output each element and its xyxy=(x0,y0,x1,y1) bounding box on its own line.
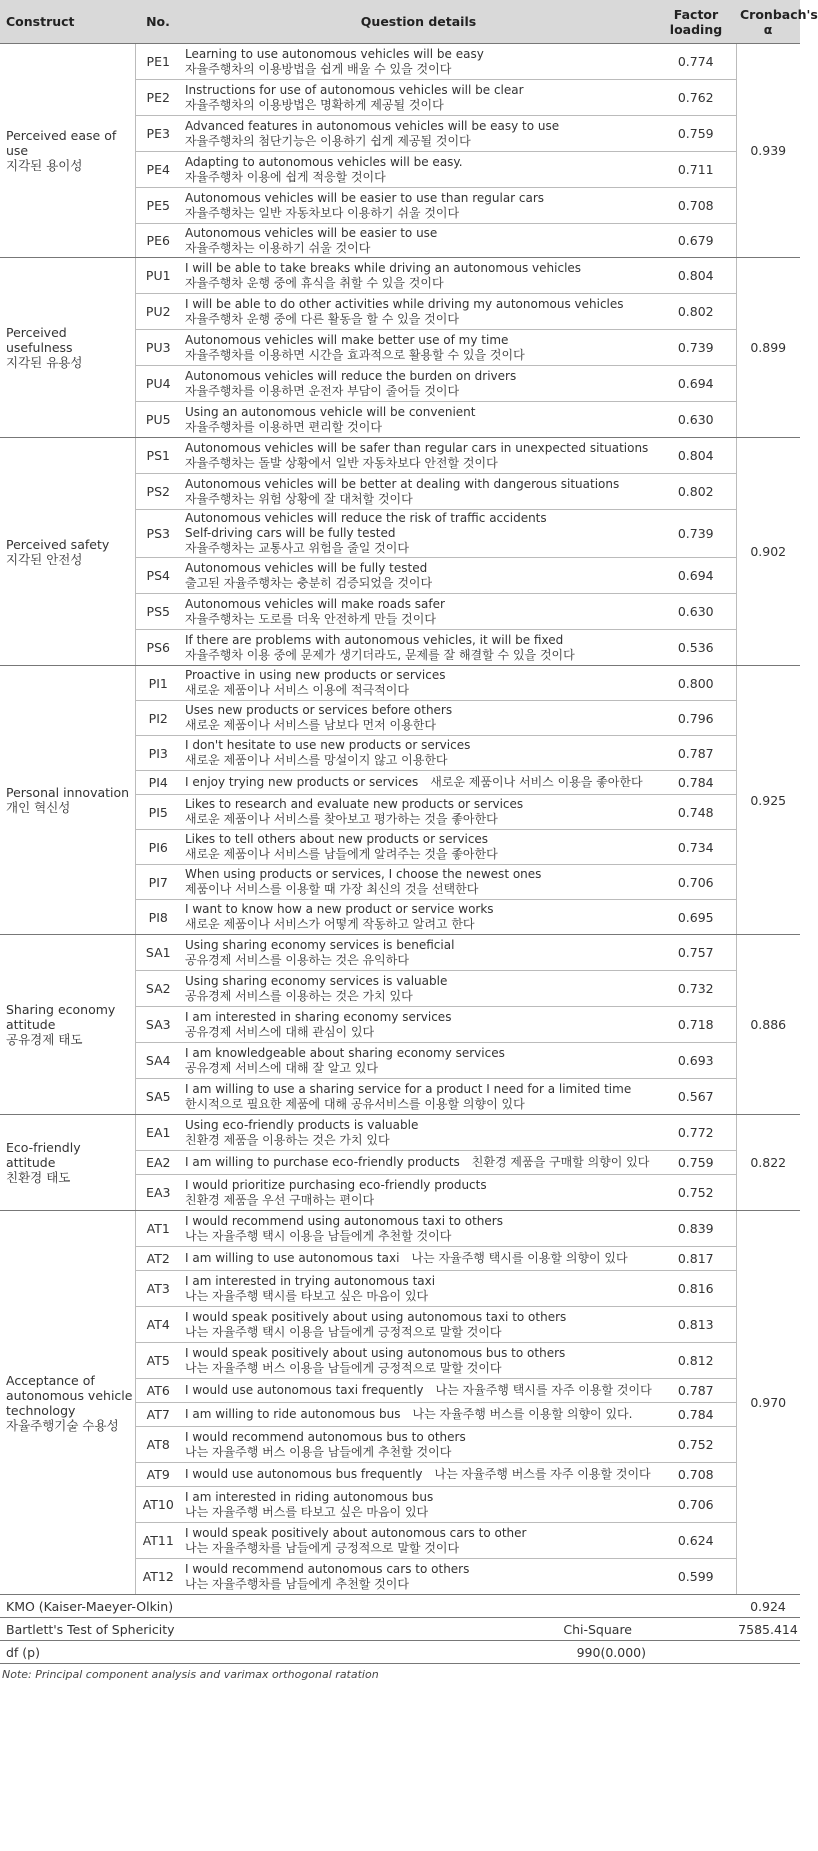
question-ko: 자율주행차는 일반 자동차보다 이용하기 쉬울 것이다 xyxy=(185,205,460,220)
factor-loading: 0.757 xyxy=(656,935,736,971)
item-code: PE6 xyxy=(135,224,181,258)
header-no: No. xyxy=(135,0,181,44)
question-ko: 자율주행차 운행 중에 다른 활동을 할 수 있을 것이다 xyxy=(185,311,459,326)
question-en: Using an autonomous vehicle will be convenient xyxy=(185,404,476,419)
question-detail xyxy=(181,402,656,438)
item-code: PI1 xyxy=(135,666,181,701)
construct-name-ko: 지각된 안전성 xyxy=(6,551,83,567)
construct-cell xyxy=(0,258,135,438)
table-row xyxy=(0,935,800,971)
question-ko: 새로운 제품이나 서비스 이용을 좋아한다 xyxy=(430,775,643,789)
construct-name-ko: 친환경 태도 xyxy=(6,1170,71,1185)
question-ko: 자율주행차는 교통사고 위험을 줄일 것이다 xyxy=(185,541,409,555)
question-detail xyxy=(181,294,656,330)
factor-loading: 0.739 xyxy=(656,510,736,558)
factor-loading: 0.784 xyxy=(656,1403,736,1427)
item-code: PI8 xyxy=(135,900,181,935)
question-en: I enjoy trying new products or services xyxy=(185,775,419,789)
question-ko: 자율주행차를 이용하면 편리할 것이다 xyxy=(185,419,382,434)
construct-name-ko: 지각된 용이성 xyxy=(6,158,83,173)
factor-loading: 0.813 xyxy=(656,1307,736,1343)
construct-name: Personal innovation xyxy=(6,785,130,800)
factor-loading: 0.706 xyxy=(656,865,736,900)
item-code: SA5 xyxy=(135,1079,181,1115)
construct-name-ko: 개인 혁신성 xyxy=(6,800,71,815)
question-ko: 나는 자율주행차를 남들에게 추천할 것이다 xyxy=(185,1576,409,1591)
item-code: PI3 xyxy=(135,736,181,771)
factor-loading: 0.693 xyxy=(656,1043,736,1079)
item-code: PS2 xyxy=(135,474,181,510)
question-ko: 나는 자율주행차를 남들에게 긍정적으로 말할 것이다 xyxy=(185,1540,460,1555)
item-code: AT3 xyxy=(135,1271,181,1307)
factor-loading: 0.787 xyxy=(656,1379,736,1403)
question-detail xyxy=(181,1463,656,1487)
question-en: Advanced features in autonomous vehicles will be easy to use xyxy=(185,118,560,133)
question-en: Autonomous vehicles will be easier to use xyxy=(185,225,438,240)
question-en: Likes to research and evaluate new products or services xyxy=(185,797,524,811)
item-code: EA1 xyxy=(135,1115,181,1151)
item-code: PE3 xyxy=(135,116,181,152)
question-detail xyxy=(181,865,656,900)
item-code: SA3 xyxy=(135,1007,181,1043)
question-en: Autonomous vehicles will be better at dealing with dangerous situations xyxy=(185,476,620,491)
item-code: PS1 xyxy=(135,438,181,474)
item-code: SA1 xyxy=(135,935,181,971)
item-code: PE5 xyxy=(135,188,181,224)
question-detail xyxy=(181,1211,656,1247)
cronbach-alpha: 0.970 xyxy=(736,1211,800,1595)
question-detail xyxy=(181,771,656,795)
question-detail xyxy=(181,366,656,402)
question-ko: 새로운 제품이나 서비스 이용에 적극적이다 xyxy=(185,683,409,697)
cronbach-alpha: 0.822 xyxy=(736,1115,800,1211)
question-ko: 나는 자율주행 버스를 이용할 의향이 있다. xyxy=(412,1407,633,1421)
item-code: AT6 xyxy=(135,1379,181,1403)
item-code: PI6 xyxy=(135,830,181,865)
construct-cell xyxy=(0,666,135,935)
item-code: PU1 xyxy=(135,258,181,294)
factor-loading: 0.812 xyxy=(656,1343,736,1379)
question-en: Autonomous vehicles will be fully tested xyxy=(185,560,428,575)
question-en: Autonomous vehicles will reduce the burden on drivers xyxy=(185,368,517,383)
question-detail xyxy=(181,152,656,188)
question-detail xyxy=(181,1427,656,1463)
question-detail xyxy=(181,1307,656,1343)
bartlett-label: Bartlett's Test of Sphericity xyxy=(0,1618,181,1641)
question-ko: 자율주행차 이용에 쉽게 적응할 것이다 xyxy=(185,169,386,184)
df-value: 990(0.000) xyxy=(181,1641,656,1664)
factor-loading: 0.752 xyxy=(656,1175,736,1211)
question-en: If there are problems with autonomous vehicles, it will be fixed xyxy=(185,632,564,647)
factor-loading: 0.708 xyxy=(656,188,736,224)
construct-name: Eco-friendly attitude xyxy=(6,1140,81,1170)
question-en: I am willing to purchase eco-friendly products xyxy=(185,1155,460,1169)
construct-cell xyxy=(0,935,135,1115)
question-en: I will be able to take breaks while driving an autonomous vehicles xyxy=(185,260,582,275)
question-en: Proactive in using new products or services xyxy=(185,668,446,682)
cronbach-alpha: 0.925 xyxy=(736,666,800,935)
question-ko: 한시적으로 필요한 제품에 대해 공유서비스를 이용할 의향이 있다 xyxy=(185,1096,525,1111)
item-code: PI2 xyxy=(135,701,181,736)
question-detail xyxy=(181,1043,656,1079)
question-ko: 나는 자율주행 버스를 자주 이용할 것이다 xyxy=(434,1467,651,1481)
question-en: Using sharing economy services is beneficial xyxy=(185,937,455,952)
item-code: SA2 xyxy=(135,971,181,1007)
header-row xyxy=(0,0,800,44)
question-ko: 새로운 제품이나 서비스를 찾아보고 평가하는 것을 좋아한다 xyxy=(185,812,498,826)
question-ko: 나는 자율주행 버스 이용을 남들에게 추천할 것이다 xyxy=(185,1444,452,1459)
question-ko: 자율주행차는 위험 상황에 잘 대처할 것이다 xyxy=(185,491,413,506)
construct-name: Acceptance of autonomous vehicle technology xyxy=(6,1372,133,1418)
question-detail xyxy=(181,1559,656,1595)
question-detail xyxy=(181,900,656,935)
factor-loading: 0.772 xyxy=(656,1115,736,1151)
question-en: Using sharing economy services is valuable xyxy=(185,973,448,988)
item-code: SA4 xyxy=(135,1043,181,1079)
factor-loading: 0.695 xyxy=(656,900,736,935)
factor-loading: 0.694 xyxy=(656,366,736,402)
df-row xyxy=(0,1641,800,1664)
question-detail xyxy=(181,1175,656,1211)
question-en-2: Self-driving cars will be fully tested xyxy=(185,526,396,540)
question-ko: 자율주행차 운행 중에 휴식을 취할 수 있을 것이다 xyxy=(185,275,444,290)
question-en: Uses new products or services before others xyxy=(185,703,453,717)
construct-name: Perceived safety xyxy=(6,536,110,552)
item-code: PI5 xyxy=(135,795,181,830)
question-detail xyxy=(181,1379,656,1403)
item-code: PU5 xyxy=(135,402,181,438)
question-en: I am interested in trying autonomous taxi xyxy=(185,1273,436,1288)
question-ko: 나는 자율주행 버스 이용을 남들에게 긍정적으로 말할 것이다 xyxy=(185,1360,502,1375)
question-ko: 나는 자율주행 택시를 이용할 의향이 있다 xyxy=(411,1251,628,1265)
factor-loading: 0.762 xyxy=(656,80,736,116)
construct-name: Perceived usefulness xyxy=(6,325,73,355)
construct-name: Sharing economy attitude xyxy=(6,1002,116,1032)
question-ko: 공유경제 서비스에 대해 관심이 있다 xyxy=(185,1024,375,1039)
question-ko: 새로운 제품이나 서비스를 남보다 먼저 이용한다 xyxy=(185,718,436,732)
question-detail xyxy=(181,1343,656,1379)
construct-name-ko: 지각된 유용성 xyxy=(6,355,83,370)
question-detail xyxy=(181,666,656,701)
question-ko: 나는 자율주행 버스를 타보고 싶은 마음이 있다 xyxy=(185,1504,429,1519)
construct-cell xyxy=(0,1211,135,1595)
kmo-value: 0.924 xyxy=(736,1595,800,1618)
question-detail xyxy=(181,44,656,80)
construct-name-ko: 자율주행기술 수용성 xyxy=(6,1417,119,1433)
question-detail xyxy=(181,1007,656,1043)
question-en: Autonomous vehicles will make better use of my time xyxy=(185,332,509,347)
factor-loading: 0.708 xyxy=(656,1463,736,1487)
factor-loading: 0.802 xyxy=(656,294,736,330)
question-en: I am interested in riding autonomous bus xyxy=(185,1489,434,1504)
item-code: PI7 xyxy=(135,865,181,900)
item-code: AT5 xyxy=(135,1343,181,1379)
question-en: Adapting to autonomous vehicles will be easy. xyxy=(185,154,463,169)
question-detail xyxy=(181,1487,656,1523)
question-ko: 자율주행차는 이용하기 쉬울 것이다 xyxy=(185,240,371,255)
question-en: Learning to use autonomous vehicles will be easy xyxy=(185,46,484,61)
question-en: I want to know how a new product or service works xyxy=(185,902,494,916)
factor-loading: 0.787 xyxy=(656,736,736,771)
factor-loading: 0.694 xyxy=(656,558,736,594)
item-code: PE4 xyxy=(135,152,181,188)
question-detail xyxy=(181,330,656,366)
item-code: AT11 xyxy=(135,1523,181,1559)
item-code: AT7 xyxy=(135,1403,181,1427)
question-ko: 자율주행차 이용 중에 문제가 생기더라도, 문제를 잘 해결할 수 있을 것이다 xyxy=(185,647,575,662)
question-en: I would recommend using autonomous taxi to others xyxy=(185,1213,503,1228)
header-question-details: Question details xyxy=(181,0,656,44)
question-ko: 친환경 제품을 우선 구매하는 편이다 xyxy=(185,1192,375,1207)
question-ko: 자율주행차의 이용방법은 명확하게 제공될 것이다 xyxy=(185,97,444,112)
question-en: I am knowledgeable about sharing economy services xyxy=(185,1045,505,1060)
question-detail xyxy=(181,935,656,971)
item-code: EA2 xyxy=(135,1151,181,1175)
cronbach-alpha: 0.939 xyxy=(736,44,800,258)
construct-cell xyxy=(0,44,135,258)
factor-loading: 0.630 xyxy=(656,594,736,630)
question-ko: 새로운 제품이나 서비스를 망설이지 않고 이용한다 xyxy=(185,753,448,767)
question-en: I am willing to use autonomous taxi xyxy=(185,1251,400,1265)
table-note: Note: Principal component analysis and varimax orthogonal ratation xyxy=(2,1668,379,1681)
question-detail xyxy=(181,630,656,666)
question-ko: 나는 자율주행 택시 이용을 남들에게 긍정적으로 말할 것이다 xyxy=(185,1324,502,1339)
table-row xyxy=(0,1211,800,1247)
question-en: Autonomous vehicles will reduce the risk of traffic accidents xyxy=(185,511,547,525)
item-code: PS4 xyxy=(135,558,181,594)
question-ko: 나는 자율주행 택시를 타보고 싶은 마음이 있다 xyxy=(185,1288,429,1303)
question-en: Autonomous vehicles will be easier to use than regular cars xyxy=(185,190,545,205)
factor-loading: 0.734 xyxy=(656,830,736,865)
factor-loading: 0.759 xyxy=(656,1151,736,1175)
factor-loading: 0.802 xyxy=(656,474,736,510)
question-detail xyxy=(181,701,656,736)
question-en: I don't hesitate to use new products or services xyxy=(185,738,471,752)
item-code: AT8 xyxy=(135,1427,181,1463)
question-en: I would speak positively about autonomous cars to other xyxy=(185,1525,527,1540)
question-detail xyxy=(181,971,656,1007)
table-footer xyxy=(0,1595,800,1664)
question-detail xyxy=(181,438,656,474)
chi-square-label: Chi-Square xyxy=(181,1618,656,1641)
factor-loading: 0.706 xyxy=(656,1487,736,1523)
cronbach-alpha: 0.899 xyxy=(736,258,800,438)
question-ko: 자율주행차는 돌발 상황에서 일반 자동차보다 안전할 것이다 xyxy=(185,455,498,470)
bartlett-row xyxy=(0,1618,800,1641)
question-detail xyxy=(181,558,656,594)
factor-loading: 0.599 xyxy=(656,1559,736,1595)
question-detail xyxy=(181,1079,656,1115)
question-detail xyxy=(181,474,656,510)
question-detail xyxy=(181,116,656,152)
question-ko: 자율주행차를 이용하면 운전자 부담이 줄어들 것이다 xyxy=(185,383,460,398)
question-ko: 공유경제 서비스를 이용하는 것은 가치 있다 xyxy=(185,988,413,1003)
header-cronbach-alpha: Cronbach's α xyxy=(736,0,800,44)
factor-loading: 0.804 xyxy=(656,258,736,294)
question-ko: 친환경 제품을 이용하는 것은 가치 있다 xyxy=(185,1132,390,1147)
question-ko: 공유경제 서비스에 대해 잘 알고 있다 xyxy=(185,1060,378,1075)
question-en: I would speak positively about using autonomous taxi to others xyxy=(185,1309,567,1324)
question-detail xyxy=(181,80,656,116)
item-code: AT4 xyxy=(135,1307,181,1343)
factor-loading: 0.679 xyxy=(656,224,736,258)
question-en: I am willing to ride autonomous bus xyxy=(185,1407,401,1421)
question-detail xyxy=(181,1151,656,1175)
question-en: Autonomous vehicles will be safer than regular cars in unexpected situations xyxy=(185,440,649,455)
question-ko: 공유경제 서비스를 이용하는 것은 유익하다 xyxy=(185,952,409,967)
factor-loading: 0.536 xyxy=(656,630,736,666)
construct-name-ko: 공유경제 태도 xyxy=(6,1032,83,1047)
table-body xyxy=(0,44,800,1595)
item-code: EA3 xyxy=(135,1175,181,1211)
item-code: PU2 xyxy=(135,294,181,330)
question-en: I would use autonomous taxi frequently xyxy=(185,1383,424,1397)
table-row xyxy=(0,258,800,294)
table-row xyxy=(0,438,800,474)
kmo-row xyxy=(0,1595,800,1618)
question-detail xyxy=(181,830,656,865)
question-en: I am willing to use a sharing service for a product I need for a limited time xyxy=(185,1081,632,1096)
item-code: AT10 xyxy=(135,1487,181,1523)
construct-cell xyxy=(0,1115,135,1211)
factor-loading: 0.759 xyxy=(656,116,736,152)
question-ko: 출고된 자율주행차는 충분히 검증되었을 것이다 xyxy=(185,575,433,590)
question-detail xyxy=(181,1403,656,1427)
table-row xyxy=(0,44,800,80)
question-en: Likes to tell others about new products or services xyxy=(185,832,489,846)
question-en: I would recommend autonomous cars to others xyxy=(185,1561,470,1576)
item-code: PS3 xyxy=(135,510,181,558)
item-code: AT12 xyxy=(135,1559,181,1595)
question-ko: 친환경 제품을 구매할 의향이 있다 xyxy=(471,1155,650,1169)
item-code: AT2 xyxy=(135,1247,181,1271)
question-en: I am interested in sharing economy services xyxy=(185,1009,452,1024)
question-en: I would speak positively about using autonomous bus to others xyxy=(185,1345,566,1360)
item-code: PI4 xyxy=(135,771,181,795)
factor-loading: 0.817 xyxy=(656,1247,736,1271)
factor-loading: 0.839 xyxy=(656,1211,736,1247)
question-detail xyxy=(181,594,656,630)
item-code: AT9 xyxy=(135,1463,181,1487)
item-code: PU3 xyxy=(135,330,181,366)
question-ko: 자율주행차의 이용방법을 쉽게 배울 수 있을 것이다 xyxy=(185,61,452,76)
kmo-label: KMO (Kaiser-Maeyer-Olkin) xyxy=(0,1595,656,1618)
factor-loading: 0.816 xyxy=(656,1271,736,1307)
question-ko: 자율주행차는 도로를 더욱 안전하게 만들 것이다 xyxy=(185,611,436,626)
question-ko: 새로운 제품이나 서비스를 남들에게 알려주는 것을 좋아한다 xyxy=(185,847,498,861)
df-label: df (p) xyxy=(0,1641,181,1664)
question-ko: 자율주행차의 첨단기능은 이용하기 쉽게 제공될 것이다 xyxy=(185,133,471,148)
question-detail xyxy=(181,1523,656,1559)
chi-square-value: 7585.414 xyxy=(736,1618,800,1641)
factor-loading: 0.711 xyxy=(656,152,736,188)
question-ko: 나는 자율주행 택시 이용을 남들에게 추천할 것이다 xyxy=(185,1228,452,1243)
construct-name: Perceived ease of use xyxy=(6,128,117,158)
item-code: PS5 xyxy=(135,594,181,630)
question-detail xyxy=(181,188,656,224)
question-ko: 제품이나 서비스를 이용할 때 가장 최신의 것을 선택한다 xyxy=(185,882,479,896)
factor-loading: 0.567 xyxy=(656,1079,736,1115)
question-en: I would recommend autonomous bus to others xyxy=(185,1429,466,1444)
question-en: Instructions for use of autonomous vehicles will be clear xyxy=(185,82,524,97)
question-detail xyxy=(181,795,656,830)
factor-loading: 0.774 xyxy=(656,44,736,80)
factor-loading: 0.800 xyxy=(656,666,736,701)
item-code: PU4 xyxy=(135,366,181,402)
question-ko: 나는 자율주행 택시를 자주 이용할 것이다 xyxy=(435,1383,652,1397)
factor-loading: 0.718 xyxy=(656,1007,736,1043)
table-row xyxy=(0,1115,800,1151)
question-en: When using products or services, I choose the newest ones xyxy=(185,867,542,881)
question-detail xyxy=(181,1115,656,1151)
question-en: I will be able to do other activities while driving my autonomous vehicles xyxy=(185,296,624,311)
factor-loading: 0.784 xyxy=(656,771,736,795)
factor-loading: 0.732 xyxy=(656,971,736,1007)
question-detail xyxy=(181,1271,656,1307)
question-detail xyxy=(181,736,656,771)
header-construct: Construct xyxy=(0,0,135,44)
item-code: PS6 xyxy=(135,630,181,666)
question-en: Using eco-friendly products is valuable xyxy=(185,1117,419,1132)
cronbach-alpha: 0.886 xyxy=(736,935,800,1115)
question-detail xyxy=(181,224,656,258)
factor-loading: 0.630 xyxy=(656,402,736,438)
question-detail xyxy=(181,258,656,294)
question-en: Autonomous vehicles will make roads safer xyxy=(185,596,445,611)
factor-loading: 0.748 xyxy=(656,795,736,830)
question-ko: 자율주행차를 이용하면 시간을 효과적으로 활용할 수 있을 것이다 xyxy=(185,347,525,362)
cronbach-alpha: 0.902 xyxy=(736,438,800,666)
item-code: AT1 xyxy=(135,1211,181,1247)
factor-loading: 0.796 xyxy=(656,701,736,736)
factor-loading: 0.752 xyxy=(656,1427,736,1463)
construct-cell xyxy=(0,438,135,666)
factor-loading: 0.624 xyxy=(656,1523,736,1559)
question-en: I would prioritize purchasing eco-friendly products xyxy=(185,1177,487,1192)
header-factor-loading: Factor loading xyxy=(656,0,736,44)
question-en: I would use autonomous bus frequently xyxy=(185,1467,423,1481)
item-code: PE1 xyxy=(135,44,181,80)
factor-loading: 0.739 xyxy=(656,330,736,366)
question-ko: 새로운 제품이나 서비스가 어떻게 작동하고 알려고 한다 xyxy=(185,917,475,931)
question-detail xyxy=(181,510,656,558)
factor-loading: 0.804 xyxy=(656,438,736,474)
item-code: PE2 xyxy=(135,80,181,116)
question-detail xyxy=(181,1247,656,1271)
table-row xyxy=(0,666,800,701)
